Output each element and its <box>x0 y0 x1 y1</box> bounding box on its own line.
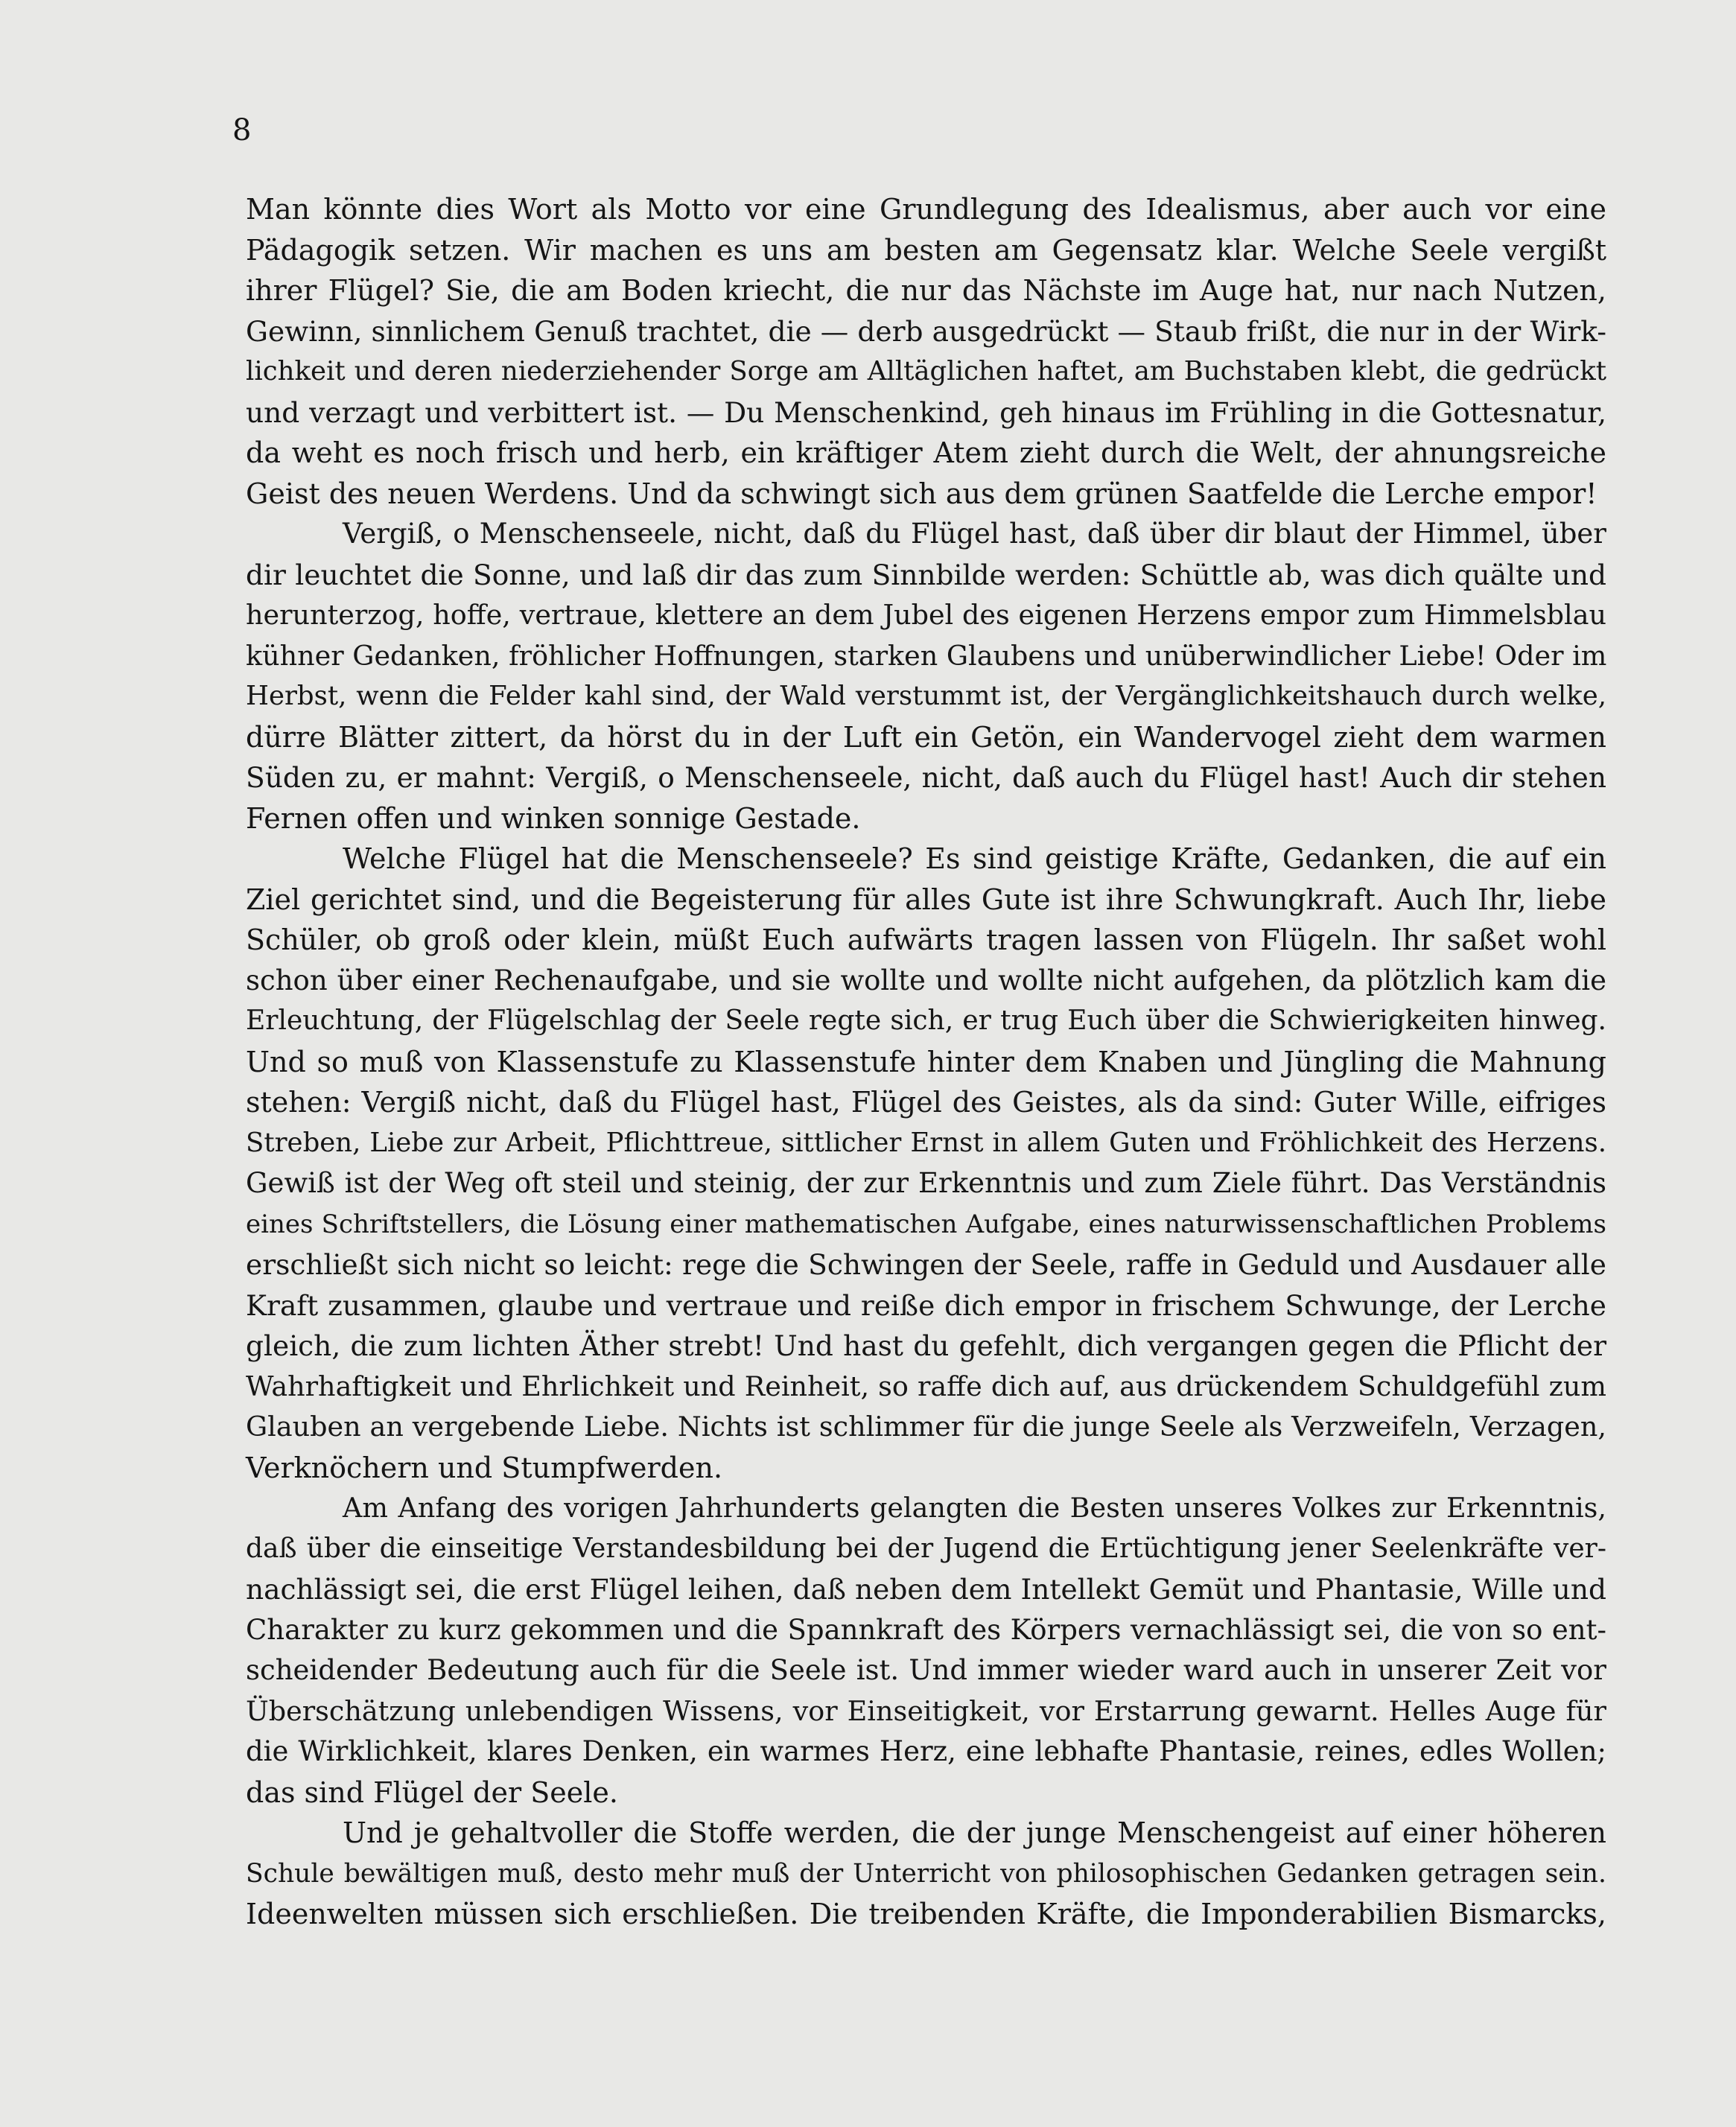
text-line: dürre Blätter zittert, da hörst du in der Luft ein Getön, ein Wandervogel zieht dem warmen <box>246 720 1606 754</box>
text-line: Fernen offen und winken sonnige Gestade. <box>246 801 861 835</box>
text-line: dir leuchtet die Sonne, und laß dir das zum Sinnbilde werden: Schüttle ab, was dich quälte und <box>246 558 1606 591</box>
text-line: Gewinn, sinnlichem Genuß trachtet, die — derb ausgedrückt — Staub frißt, die nur in der Wirk- <box>246 314 1606 348</box>
text-line: und verzagt und verbittert ist. — Du Menschenkind, geh hinaus im Frühling in die Gottesnatur, <box>246 395 1606 429</box>
text-line: Kraft zusammen, glaube und vertraue und reiße dich empor in frischem Schwunge, der Lerche <box>246 1288 1606 1322</box>
text-line: Schüler, ob groß oder klein, müßt Euch aufwärts tragen lassen von Flügeln. Ihr saßet wohl <box>246 923 1606 956</box>
text-line: Charakter zu kurz gekommen und die Spannkraft des Körpers vernachlässigt sei, die von so ent- <box>246 1613 1606 1646</box>
text-line: das sind Flügel der Seele. <box>246 1775 618 1809</box>
text-line: Überschätzung unlebendigen Wissens, vor Einseitigkeit, vor Erstarrung gewarnt. Helles Auge für <box>246 1694 1606 1727</box>
text-line: Gewiß ist der Weg oft steil und steinig, der zur Erkenntnis und zum Ziele führt. Das Verständnis <box>246 1167 1606 1199</box>
text-line: herunterzog, hoffe, vertraue, klettere an dem Jubel des eigenen Herzens empor zum Himmelsblau <box>246 599 1606 631</box>
text-line: Herbst, wenn die Felder kahl sind, der Wald verstummt ist, der Vergänglichkeitshauch durch welke, <box>246 681 1606 711</box>
text-line: Man könnte dies Wort als Motto vor eine Grundlegung des Idealismus, aber auch vor eine <box>246 193 1606 226</box>
text-line: kühner Gedanken, fröhlicher Hoffnungen, starken Glaubens und unüberwindlicher Liebe! Oder im <box>246 639 1607 672</box>
text-line: Und je gehaltvoller die Stoffe werden, die der junge Menschengeist auf einer höheren <box>343 1816 1606 1849</box>
text-line: schon über einer Rechenaufgabe, und sie wollte und wollte nicht aufgehen, da plötzlich kam die <box>246 964 1606 996</box>
text-line: ihrer Flügel? Sie, die am Boden kriecht, die nur das Nächste im Auge hat, nur nach Nutzen, <box>246 274 1606 307</box>
text-line: daß über die einseitige Verstandesbildung bei der Jugend die Ertüchtigung jener Seelenkräfte ver- <box>246 1533 1606 1564</box>
text-line: Erleuchtung, der Flügelschlag der Seele regte sich, er trug Euch über die Schwierigkeiten hinweg. <box>246 1005 1606 1036</box>
text-line: stehen: Vergiß nicht, daß du Flügel hast, Flügel des Geistes, als da sind: Guter Wille, eifriges <box>246 1086 1606 1119</box>
text-line: Verknöchern und Stumpfwerden. <box>246 1451 723 1484</box>
text-line: eines Schriftstellers, die Lösung einer mathematischen Aufgabe, eines naturwissenschaftlichen Problems <box>246 1209 1606 1239</box>
text-line: Glauben an vergebende Liebe. Nichts ist schlimmer für die junge Seele als Verzweifeln, Verzagen, <box>246 1411 1606 1443</box>
text-line: Am Anfang des vorigen Jahrhunderts gelangten die Besten unseres Volkes zur Erkenntnis, <box>343 1492 1606 1524</box>
text-line: Schule bewältigen muß, desto mehr muß der Unterricht von philosophischen Gedanken getragen sein. <box>246 1858 1606 1889</box>
text-line: Streben, Liebe zur Arbeit, Pflichttreue, sittlicher Ernst in allem Guten und Fröhlichkeit des Herzens. <box>246 1127 1606 1158</box>
text-line: gleich, die zum lichten Äther strebt! Und hast du gefehlt, dich vergangen gegen die Pflicht der <box>246 1329 1606 1362</box>
text-line: Und so muß von Klassenstufe zu Klassenstufe hinter dem Knaben und Jüngling die Mahnung <box>246 1045 1606 1078</box>
text-line: erschließt sich nicht so leicht: rege die Schwingen der Seele, raffe in Geduld und Ausdauer alle <box>246 1248 1606 1281</box>
text-line: Süden zu, er mahnt: Vergiß, o Menschenseele, nicht, daß auch du Flügel hast! Auch dir stehen <box>246 761 1606 794</box>
text-line: Pädagogik setzen. Wir machen es uns am besten am Gegensatz klar. Welche Seele vergißt <box>246 233 1606 267</box>
text-line: lichkeit und deren niederziehender Sorge am Alltäglichen haftet, am Buchstaben klebt, die gedrückt <box>246 356 1606 387</box>
text-line: Geist des neuen Werdens. Und da schwingt sich aus dem grünen Saatfelde die Lerche empor! <box>246 477 1597 510</box>
text-line: Wahrhaftigkeit und Ehrlichkeit und Reinheit, so raffe dich auf, aus drückendem Schuldgefühl zum <box>246 1370 1606 1402</box>
page-number: 8 <box>232 113 252 147</box>
text-line: nachlässigt sei, die erst Flügel leihen, daß neben dem Intellekt Gemüt und Phantasie, Wille und <box>246 1573 1606 1606</box>
text-line: scheidender Bedeutung auch für die Seele ist. Und immer wieder ward auch in unserer Zeit vor <box>246 1654 1606 1686</box>
text-line: Welche Flügel hat die Menschenseele? Es sind geistige Kräfte, Gedanken, die auf ein <box>343 842 1606 875</box>
text-line: da weht es noch frisch und herb, ein kräftiger Atem zieht durch die Welt, der ahnungsreiche <box>246 436 1606 469</box>
text-line: Vergiß, o Menschenseele, nicht, daß du Flügel hast, daß über dir blaut der Himmel, über <box>343 518 1606 550</box>
text-line: Ziel gerichtet sind, und die Begeisterung für alles Gute ist ihre Schwungkraft. Auch Ihr, liebe <box>246 883 1606 916</box>
text-line: Ideenwelten müssen sich erschließen. Die treibenden Kräfte, die Imponderabilien Bismarcks, <box>246 1898 1606 1930</box>
text-line: die Wirklichkeit, klares Denken, ein warmes Herz, eine lebhafte Phantasie, reines, edles Wollen; <box>246 1735 1606 1767</box>
body-text <box>246 189 1606 1935</box>
